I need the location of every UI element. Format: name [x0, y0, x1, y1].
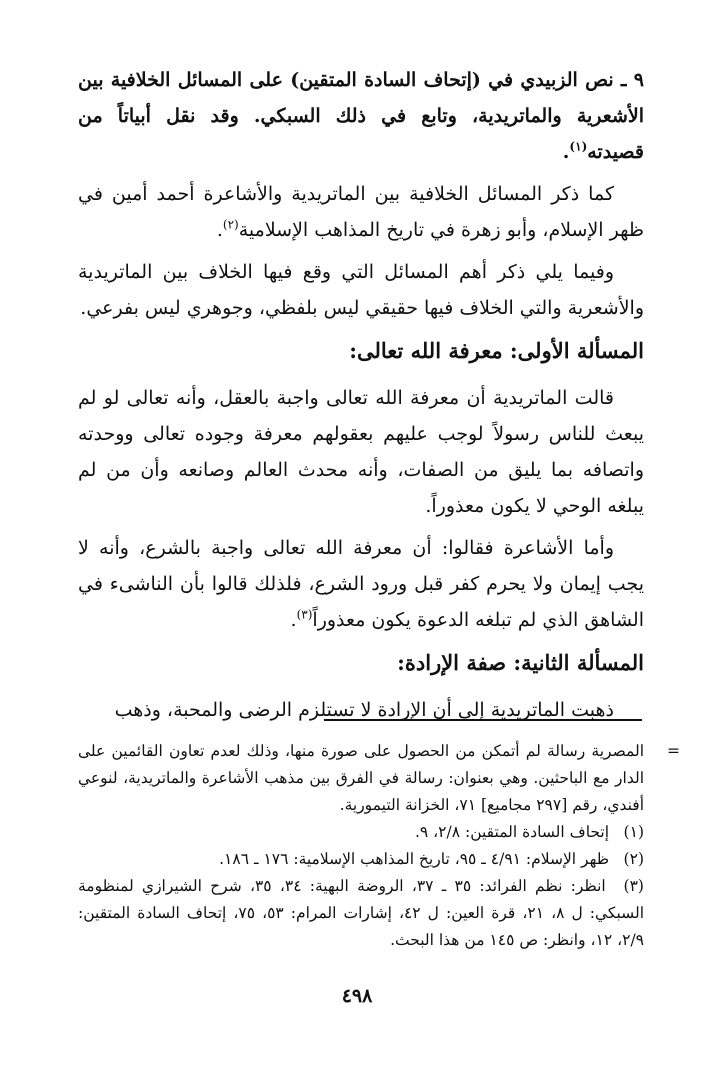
footnote-continuation: = المصرية رسالة لم أتمكن من الحصول على صورة منها، وذلك لعدم تعاون القائمين على الدار مع الباحثين. وهي بعنوان: رسالة في الفرق بين مذهب الأشاعرة والماتريدية، لنوعي أفندي، رقم [٢٩٧ مجاميع] ٧١، الخزانة التيمورية. — [78, 738, 644, 819]
continuation-marker: = — [667, 742, 680, 760]
footnote-number: (٢) — [623, 850, 644, 868]
footnote-number: (١) — [623, 823, 644, 841]
footnote-ref-3[interactable]: (٣) — [296, 607, 313, 622]
footnote-item: (٣) انظر: نظم الفرائد: ٣٥ ـ ٣٧، الروضة البهية: ٣٤، ٣٥، شرح الشيرازي لمنظومة السبكي: ل ٨، ٢١، قرة العين: ل ٤٢، إشارات المرام: ٥٣، ٧٥، إتحاف السادة المتقين: ٢/٩، ١٢، وانظر: ص ١٤٥ من هذا البحث. — [78, 873, 644, 954]
paragraph-irada: ذهبت الماتريدية إلى أن الإرادة لا تستلزم الرضى والمحبة، وذهب — [114, 699, 614, 721]
footnote-item: (٢) ظهر الإسلام: ٤/٩١ ـ ٩٥، تاريخ المذاهب الإسلامية: ١٧٦ ـ ١٨٦. — [78, 846, 644, 873]
page-number: ٤٩٨ — [341, 985, 373, 1007]
footnote-number: (٣) — [623, 877, 644, 895]
paragraph-ashaira-knowledge: وأما الأشاعرة فقالوا: أن معرفة الله تعالى واجبة بالشرع، وأنه لا يجب إيمان ولا يحرم كفر قبل ورود الشرع، فلذلك قالوا بأن الناشىء في الشاهق الذي لم تبلغه الدعوة يكون معذوراً$^{(٣)}$. — [78, 537, 644, 631]
main-text — [78, 62, 644, 734]
footnotes — [78, 738, 680, 954]
footnote-ref-2[interactable]: (٢) — [222, 217, 239, 232]
paragraph-ahmad-amin: كما ذكر المسائل الخلافية بين الماتريدية والأشاعرة أحمد أمين في ظهر الإسلام، وأبو زهرة في تاريخ المذاهب الإسلامية$^{(٢)}$. — [78, 183, 644, 241]
footnote-ref-1[interactable]: (١) — [569, 139, 588, 154]
item-9-text: نص الزبيدي في (إتحاف السادة المتقين) على المسائل الخلافية بين الأشعرية والماتريدية، وتابع في ذلك السبكي. وقد نقل أبياتاً من قصيدته — [78, 69, 644, 163]
paragraph-intro: وفيما يلي ذكر أهم المسائل التي وقع فيها الخلاف بين الماتريدية والأشعرية والتي الخلاف فيها حقيقي ليس بلفظي، وجوهري ليس بفرعي. — [78, 261, 644, 319]
heading-first-issue: المسألة الأولى: معرفة الله تعالى: — [349, 338, 644, 363]
item-9-number: ٩ ـ — [620, 69, 644, 91]
footnote-divider — [324, 719, 642, 721]
footnote-item: (١) إتحاف السادة المتقين: ٢/٨، ٩. — [78, 819, 644, 846]
item-9-paragraph: ٩ ـ نص الزبيدي في (إتحاف السادة المتقين) على المسائل الخلافية بين الأشعرية والماتريدية، وتابع في ذلك السبكي. وقد نقل أبياتاً من قصيدته$^{(١)}$. — [78, 69, 644, 163]
paragraph-maturidiyya-knowledge: قالت الماتريدية أن معرفة الله تعالى واجبة بالعقل، وأنه تعالى لو لم يبعث للناس رسولاً لوجب عليهم بعقولهم معرفة وجوده تعالى ووحدته واتصافه بما يليق من الصفات، وأنه محدث العالم وصانعه وأن من لم يبلغه الوحي لا يكون معذوراً. — [78, 387, 644, 517]
heading-second-issue: المسألة الثانية: صفة الإرادة: — [397, 650, 644, 675]
